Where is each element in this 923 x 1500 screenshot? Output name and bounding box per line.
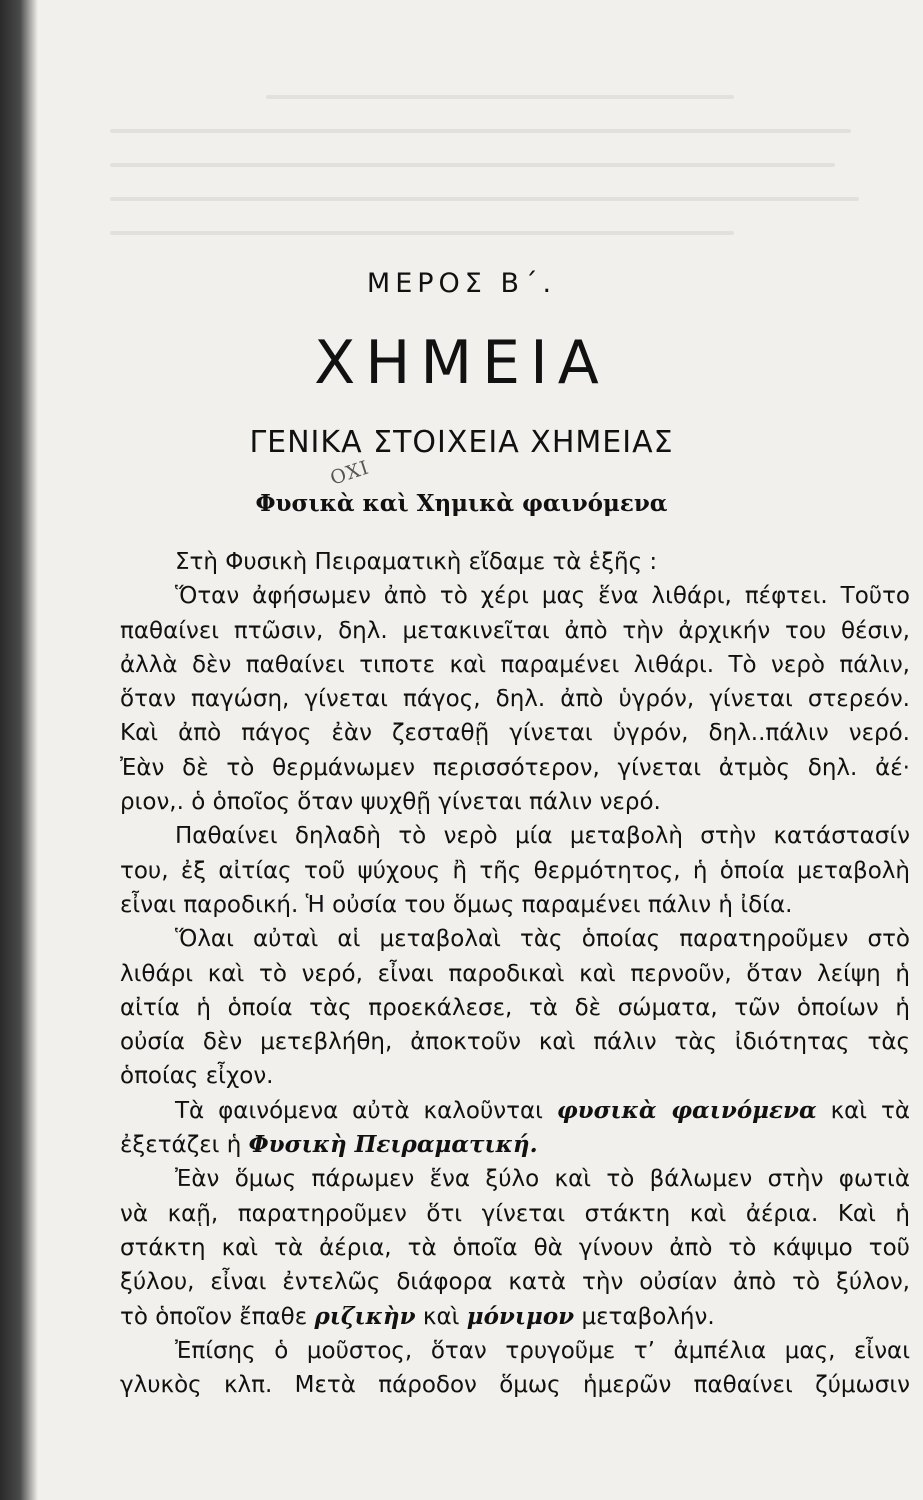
text-line xyxy=(120,1300,910,1334)
text-line: στάκτη καὶ τὰ ἀέρια, τὰ ὁποῖα θὰ γίνουν ἀπὸ τὸ κάψιμο τοῦ xyxy=(120,1234,910,1261)
text-line: Στὴ Φυσικὴ Πειραματικὴ εἴδαμε τὰ ἑξῆς : xyxy=(175,549,658,575)
emphasis-term: μόνιμον xyxy=(466,1302,575,1330)
text-run: Τὰ φαινόμενα αὐτὰ καλοῦνται xyxy=(175,1097,543,1124)
section-heading: Φυσικὰ καὶ Χημικὰ φαινόμενα xyxy=(255,490,668,517)
text-line: εἶναι παροδική. Ἡ οὐσία του ὅμως παραμένει πάλιν ἡ ἰδία. xyxy=(120,891,793,918)
text-line: Ἐπίσης ὁ μοῦστος, ὅταν τρυγοῦμε τ’ ἀμπέλια μας, εἶναι xyxy=(175,1337,910,1364)
text-line: λιθάρι καὶ τὸ νερό, εἶναι παροδικαὶ καὶ περνοῦν, ὅταν λείψη ἡ xyxy=(120,960,910,987)
text-line: ξύλου, εἶναι ἐντελῶς διάφορα κατὰ τὴν οὐσίαν ἀπὸ τὸ ξύλον, xyxy=(120,1269,910,1296)
text-run: μεταβολήν. xyxy=(581,1303,715,1330)
text-line: Ἐὰν δὲ τὸ θερμάνωμεν περισσότερον, γίνεται ἀτμὸς δηλ. ἀέ· xyxy=(120,754,910,781)
text-run: καὶ xyxy=(422,1303,460,1330)
text-run: ἐξετάζει ἡ xyxy=(120,1132,242,1159)
text-line: παθαίνει πτῶσιν, δηλ. μετακινεῖται ἀπὸ τὴν ἀρχικήν του θέσιν, xyxy=(120,617,910,644)
part-label: ΜΕΡΟΣ Β΄. xyxy=(366,268,557,299)
page-subtitle: ΓΕΝΙΚΑ ΣΤΟΙΧΕΙΑ ΧΗΜΕΙΑΣ xyxy=(249,425,674,460)
text-run: τὸ ὁποῖον ἔπαθε xyxy=(120,1303,308,1330)
scan-binding-shadow xyxy=(0,0,38,1500)
text-line: ἀλλὰ δὲν παθαίνει τιποτε καὶ παραμένει λιθάρι. Τὸ νερὸ πάλιν, xyxy=(120,651,910,678)
text-line: Παθαίνει δηλαδὴ τὸ νερὸ μία μεταβολὴ στὴν κατάστασίν xyxy=(175,823,910,850)
text-line xyxy=(120,1094,910,1128)
handwritten-mark: ΟΧΙ xyxy=(327,456,373,490)
page-title: ΧΗΜΕΙΑ xyxy=(314,328,609,398)
text-line: ὁποίας εἶχον. xyxy=(120,1063,274,1090)
emphasis-term: ριζικὴν xyxy=(314,1302,416,1330)
text-line: γλυκὸς κλπ. Μετὰ πάροδον ὅμως ἡμερῶν παθαίνει ζύμωσιν xyxy=(120,1372,910,1399)
text-line: ριον,. ὁ ὁποῖος ὅταν ψυχθῇ γίνεται πάλιν νερό. xyxy=(120,789,661,816)
text-run: καὶ τὰ xyxy=(830,1097,911,1124)
text-line: Ὅταν ἀφήσωμεν ἀπὸ τὸ χέρι μας ἕνα λιθάρι, πέφτει. Τοῦτο xyxy=(175,583,910,610)
text-line: οὐσία δὲν μετεβλήθη, ἀποκτοῦν καὶ πάλιν τὰς ἰδιότητας τὰς xyxy=(120,1029,910,1056)
emphasis-term: φυσικὰ φαινόμενα xyxy=(556,1096,817,1124)
body-text xyxy=(120,545,910,1402)
text-line: αἰτία ἡ ὁποία τὰς προεκάλεσε, τὰ δὲ σώματα, τῶν ὁποίων ἡ xyxy=(120,994,910,1021)
text-line: νὰ καῇ, παρατηροῦμεν ὅτι γίνεται στάκτη καὶ ἀέρια. Καὶ ἡ xyxy=(120,1200,910,1227)
emphasis-term: Φυσικὴ Πειραματική. xyxy=(248,1131,538,1159)
text-line: Ὅλαι αὐταὶ αἱ μεταβολαὶ τὰς ὁποίας παρατηροῦμεν στὸ xyxy=(175,926,910,953)
text-line xyxy=(120,1128,910,1162)
text-line: ὅταν παγώση, γίνεται πάγος, δηλ. ἀπὸ ὑγρόν, γίνεται στερεόν. xyxy=(120,686,910,713)
text-line: Καὶ ἀπὸ πάγος ἐὰν ζεσταθῇ γίνεται ὑγρόν, δηλ..πάλιν νερό. xyxy=(120,720,910,747)
text-line: του, ἐξ αἰτίας τοῦ ψύχους ἢ τῆς θερμότητος, ἡ ὁποία μεταβολὴ xyxy=(120,857,910,884)
text-line: Ἐὰν ὅμως πάρωμεν ἕνα ξύλο καὶ τὸ βάλωμεν στὴν φωτιὰ xyxy=(175,1166,910,1193)
